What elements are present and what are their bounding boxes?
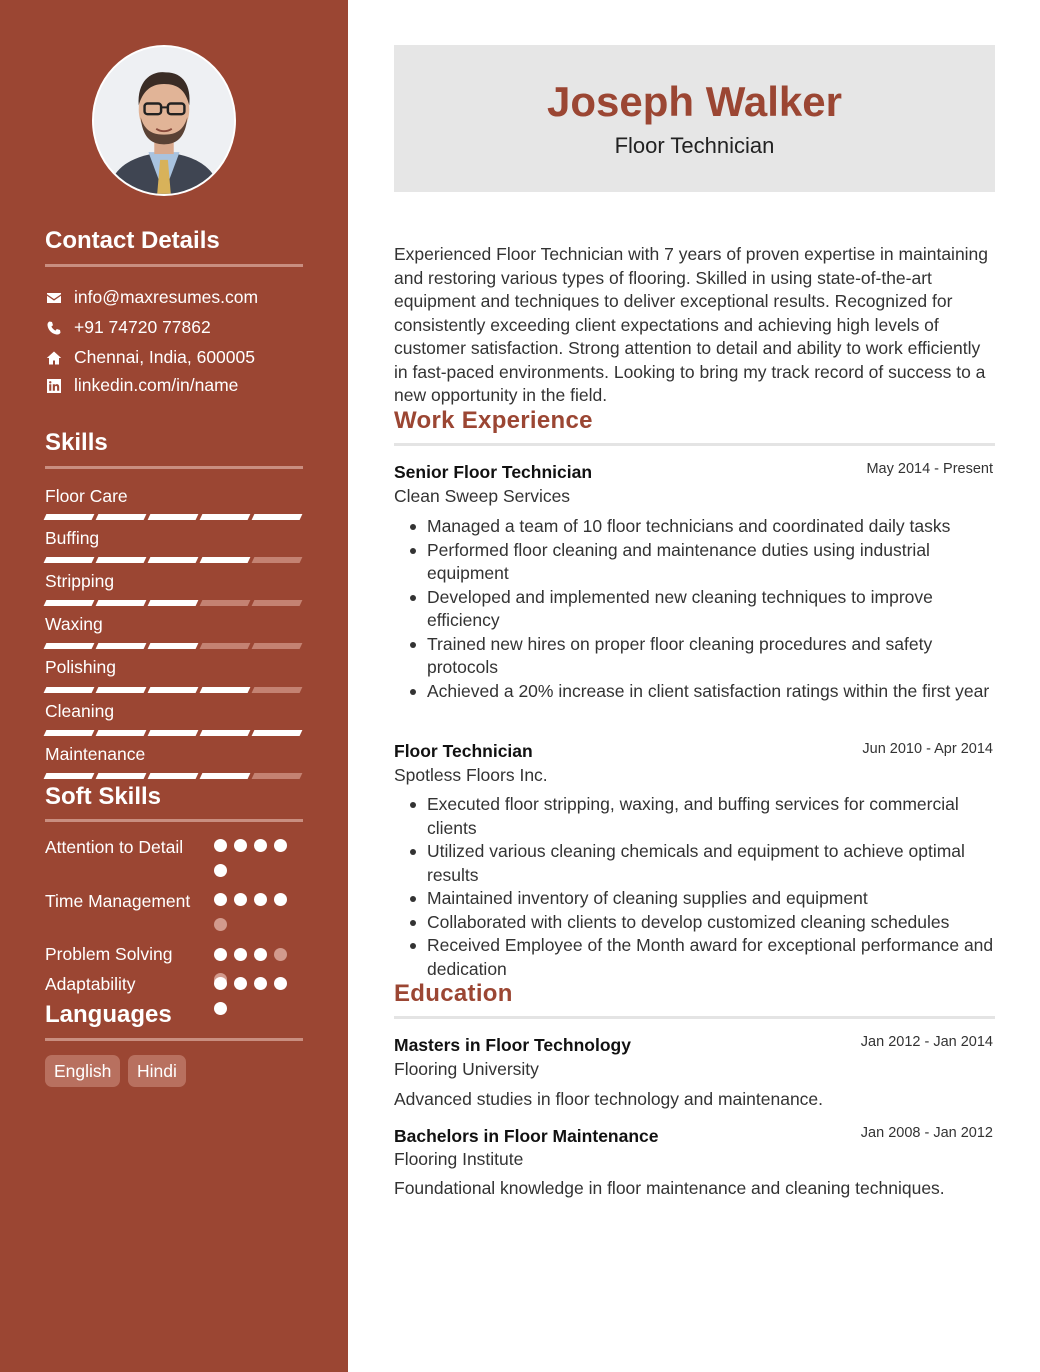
education-heading: Education: [394, 980, 513, 1007]
skill-bar-segment: [200, 557, 251, 563]
soft-skill-label: Problem Solving: [45, 944, 173, 964]
skill-rating-bar: [45, 730, 301, 736]
skill-bar-segment: [252, 730, 303, 736]
skill-bar-segment: [96, 557, 147, 563]
rating-dot: [254, 893, 267, 906]
linkedin-text: linkedin.com/in/name: [74, 375, 239, 395]
skill-rating-bar: [45, 514, 301, 520]
soft-skills-divider: [45, 819, 303, 822]
soft-skill-rating: [214, 893, 294, 931]
profile-photo: [92, 45, 236, 196]
job-bullets: [408, 515, 995, 703]
contact-heading: Contact Details: [45, 227, 220, 254]
phone-icon: [45, 319, 63, 337]
education-description: Foundational knowledge in floor maintenance and cleaning techniques.: [394, 1178, 945, 1198]
skill-label: Stripping: [45, 571, 115, 591]
skill-label: Maintenance: [45, 744, 146, 764]
contact-divider: [45, 264, 303, 267]
skill-label: Cleaning: [45, 701, 115, 721]
list-item: Collaborated with clients to develop customized cleaning schedules: [408, 911, 995, 935]
rating-dot: [214, 918, 227, 931]
degree-title: Masters in Floor Technology: [394, 1035, 631, 1055]
skill-bar-segment: [44, 687, 95, 693]
list-item: Executed floor stripping, waxing, and buffing services for commercial clients: [408, 793, 995, 840]
list-item: Achieved a 20% increase in client satisfaction ratings within the first year: [408, 680, 995, 704]
skill-bar-segment: [252, 557, 303, 563]
contact-linkedin[interactable]: [45, 375, 238, 396]
rating-dot: [254, 977, 267, 990]
skill-bar-segment: [96, 514, 147, 520]
skill-bar-segment: [96, 687, 147, 693]
education-description: Advanced studies in floor technology and maintenance.: [394, 1089, 824, 1109]
list-item: Utilized various cleaning chemicals and equipment to achieve optimal results: [408, 840, 995, 887]
job-title-header: Floor Technician: [614, 133, 775, 158]
soft-skill-label: Adaptability: [45, 974, 136, 994]
job-dates: May 2014 - Present: [866, 461, 993, 477]
languages-divider: [45, 1038, 303, 1041]
job-bullets: [408, 793, 995, 981]
skill-bar-segment: [96, 773, 147, 779]
rating-dot: [274, 893, 287, 906]
skill-bar-segment: [44, 557, 95, 563]
sidebar: [0, 0, 348, 1372]
language-tag: Hindi: [128, 1055, 186, 1087]
list-item: Trained new hires on proper floor cleaning procedures and safety protocols: [408, 633, 995, 680]
list-item: Maintained inventory of cleaning supplies and equipment: [408, 887, 995, 911]
home-icon: [45, 349, 63, 367]
skill-bar-segment: [148, 730, 199, 736]
skill-bar-segment: [200, 687, 251, 693]
rating-dot: [214, 893, 227, 906]
rating-dot: [214, 864, 227, 877]
skill-bar-segment: [200, 730, 251, 736]
envelope-icon: [45, 289, 63, 307]
rating-dot: [214, 977, 227, 990]
skill-rating-bar: [45, 687, 301, 693]
school-name: Flooring University: [394, 1059, 539, 1079]
soft-skill-rating: [214, 977, 294, 1015]
rating-dot: [274, 948, 287, 961]
contact-phone[interactable]: [45, 317, 211, 338]
skill-bar-segment: [96, 600, 147, 606]
skill-bar-segment: [96, 643, 147, 649]
skill-bar-segment: [148, 643, 199, 649]
rating-dot: [214, 948, 227, 961]
skill-bar-segment: [252, 687, 303, 693]
soft-skill-rating: [214, 839, 294, 877]
job-company: Clean Sweep Services: [394, 486, 571, 506]
profile-summary: Experienced Floor Technician with 7 years of proven expertise in maintaining and restoring various types of flooring. Skilled in using state-of-the-art equipment and techniques to deliver exceptional results. Recognized for consistently exceeding client expectations and achieving high levels of customer satisfaction. Strong attention to detail and ability to work efficiently in fast-paced environments. Looking to bring my track record of success to a new opportunity in the field.: [394, 244, 989, 405]
rating-dot: [274, 839, 287, 852]
skill-bar-segment: [148, 514, 199, 520]
job-company: Spotless Floors Inc.: [394, 765, 548, 785]
rating-dot: [234, 839, 247, 852]
work-divider: [394, 443, 995, 446]
list-item: Developed and implemented new cleaning techniques to improve efficiency: [408, 586, 995, 633]
skill-bar-segment: [252, 643, 303, 649]
skill-bar-segment: [200, 514, 251, 520]
education-dates: Jan 2012 - Jan 2014: [860, 1034, 993, 1050]
skill-bar-segment: [44, 514, 95, 520]
skill-rating-bar: [45, 557, 301, 563]
job-title: Senior Floor Technician: [394, 462, 593, 482]
list-item: Received Employee of the Month award for exceptional performance and dedication: [408, 934, 995, 981]
skill-label: Waxing: [45, 614, 103, 634]
email-text: info@maxresumes.com: [74, 287, 259, 307]
skill-bar-segment: [44, 773, 95, 779]
skill-label: Floor Care: [45, 486, 128, 506]
skill-bar-segment: [148, 687, 199, 693]
rating-dot: [254, 839, 267, 852]
job-dates: Jun 2010 - Apr 2014: [862, 741, 993, 757]
languages-heading: Languages: [45, 1001, 172, 1028]
name-header: [394, 45, 995, 192]
skill-bar-segment: [148, 600, 199, 606]
education-divider: [394, 1016, 995, 1019]
skill-bar-segment: [252, 600, 303, 606]
skills-heading: Skills: [45, 429, 108, 456]
soft-skill-label: Attention to Detail: [45, 837, 184, 857]
linkedin-icon: [45, 377, 63, 395]
skill-rating-bar: [45, 773, 301, 779]
list-item: Performed floor cleaning and maintenance duties using industrial equipment: [408, 539, 995, 586]
skill-bar-segment: [44, 643, 95, 649]
candidate-name: Joseph Walker: [547, 78, 842, 125]
address-text: Chennai, India, 600005: [74, 347, 255, 367]
skills-divider: [45, 466, 303, 469]
rating-dot: [254, 948, 267, 961]
skill-bar-segment: [44, 600, 95, 606]
list-item: Managed a team of 10 floor technicians and coordinated daily tasks: [408, 515, 995, 539]
skill-bar-segment: [96, 730, 147, 736]
skill-bar-segment: [148, 773, 199, 779]
skill-bar-segment: [252, 514, 303, 520]
soft-skill-label: Time Management: [45, 891, 191, 911]
rating-dot: [214, 1002, 227, 1015]
skill-bar-segment: [148, 557, 199, 563]
skill-bar-segment: [200, 600, 251, 606]
skill-bar-segment: [200, 643, 251, 649]
education-dates: Jan 2008 - Jan 2012: [860, 1125, 993, 1141]
contact-address: [45, 347, 255, 368]
degree-title: Bachelors in Floor Maintenance: [394, 1126, 659, 1146]
skill-bar-segment: [200, 773, 251, 779]
job-title: Floor Technician: [394, 741, 533, 761]
rating-dot: [234, 948, 247, 961]
contact-email[interactable]: [45, 287, 258, 308]
skill-bar-segment: [252, 773, 303, 779]
soft-skills-heading: Soft Skills: [45, 783, 162, 810]
rating-dot: [274, 977, 287, 990]
phone-text: +91 74720 77862: [74, 317, 211, 337]
school-name: Flooring Institute: [394, 1149, 524, 1169]
skill-rating-bar: [45, 643, 301, 649]
rating-dot: [214, 839, 227, 852]
skill-label: Polishing: [45, 657, 117, 677]
person-photo-icon: [94, 47, 234, 194]
work-heading: Work Experience: [394, 407, 593, 434]
language-tag: English: [45, 1055, 120, 1087]
skill-label: Buffing: [45, 528, 100, 548]
skill-bar-segment: [44, 730, 95, 736]
rating-dot: [234, 977, 247, 990]
rating-dot: [234, 893, 247, 906]
skill-rating-bar: [45, 600, 301, 606]
